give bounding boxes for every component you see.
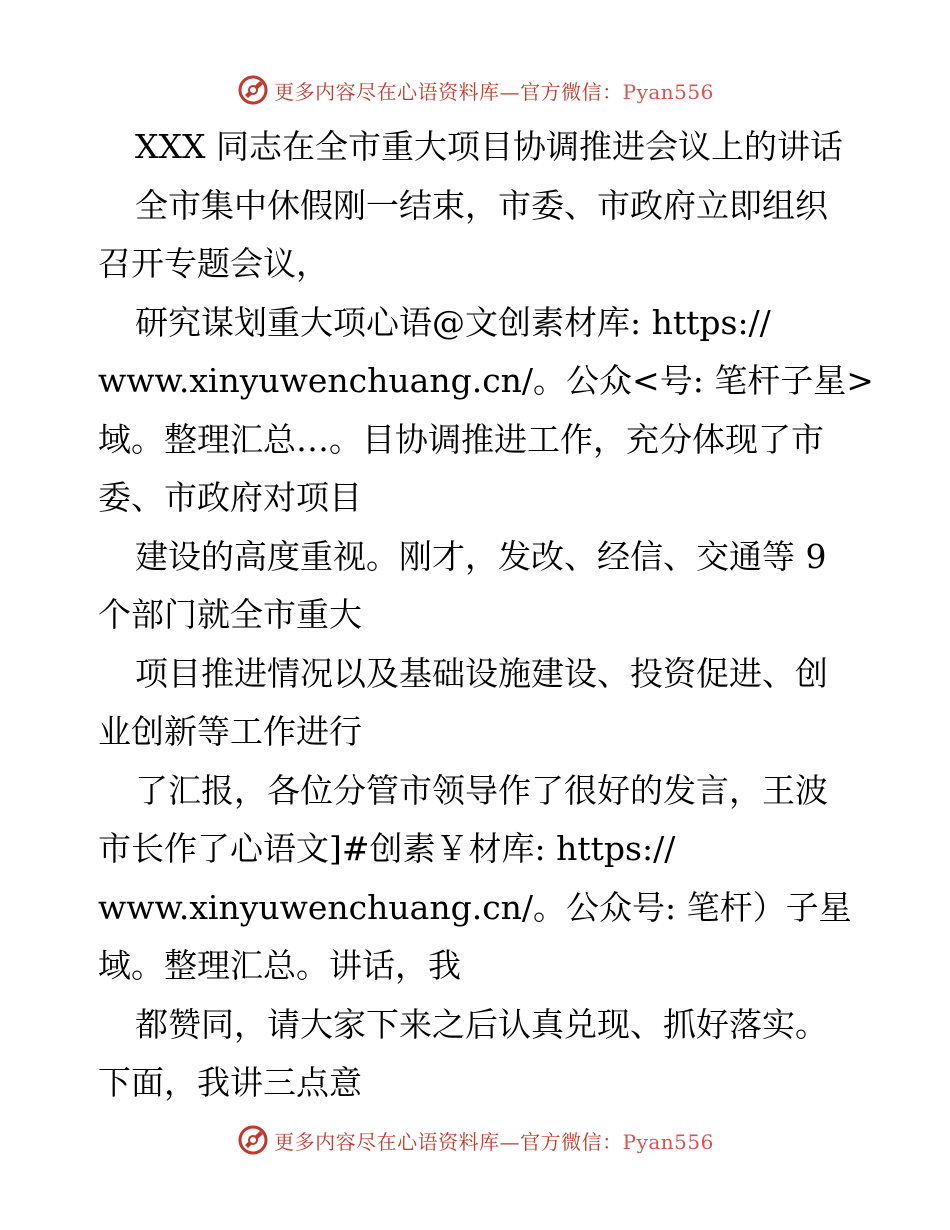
paragraph-line: 都赞同，请大家下来之后认真兑现、抓好落实。 — [135, 1004, 828, 1044]
footer-wechat-id: Pyan556 — [622, 1129, 714, 1154]
paragraph-line: 域。整理汇总…。目协调推进工作，充分体现了市 — [98, 419, 824, 459]
document-body — [98, 118, 874, 1113]
paragraph-line: 业创新等工作进行 — [98, 712, 362, 751]
paragraph-line: 委、市政府对项目 — [98, 478, 362, 517]
paragraph-line: 研究谋划重大项心语@文创素材库: https:// — [135, 302, 771, 342]
paragraph-line: 全市集中休假刚一结束，市委、市政府立即组织 — [135, 185, 828, 225]
footer-banner-text: 更多内容尽在心语资料库—官方微信：Pyan556 — [274, 1129, 714, 1154]
brand-logo-icon — [236, 73, 270, 107]
header-banner — [0, 70, 950, 110]
paragraph-line: www.xinyuwenchuang.cn/。公众<号: 笔杆子星> — [98, 361, 874, 400]
footer-banner — [0, 1120, 950, 1160]
paragraph-line: 建设的高度重视。刚才，发改、经信、交通等 9 — [135, 536, 827, 576]
paragraph-line: 召开专题会议， — [98, 244, 329, 283]
paragraph-line: 项目推进情况以及基础设施建设、投资促进、创 — [135, 653, 828, 693]
document-title: XXX 同志在全市重大项目协调推进会议上的讲话 — [135, 127, 843, 166]
paragraph-line: www.xinyuwenchuang.cn/。公众号: 笔杆）子星 — [98, 887, 852, 927]
header-wechat-id: Pyan556 — [622, 79, 714, 104]
paragraph-line: 域。整理汇总。讲话，我 — [98, 946, 461, 985]
paragraph-line: 了汇报，各位分管市领导作了很好的发言，王波 — [135, 770, 828, 810]
paragraph-line: 市长作了心语文]#创素￥材库: https:// — [98, 829, 676, 868]
header-banner-text: 更多内容尽在心语资料库—官方微信：Pyan556 — [274, 79, 714, 104]
paragraph-line: 下面，我讲三点意 — [98, 1063, 362, 1102]
paragraph-line: 个部门就全市重大 — [98, 595, 362, 634]
brand-logo-icon — [236, 1123, 270, 1157]
